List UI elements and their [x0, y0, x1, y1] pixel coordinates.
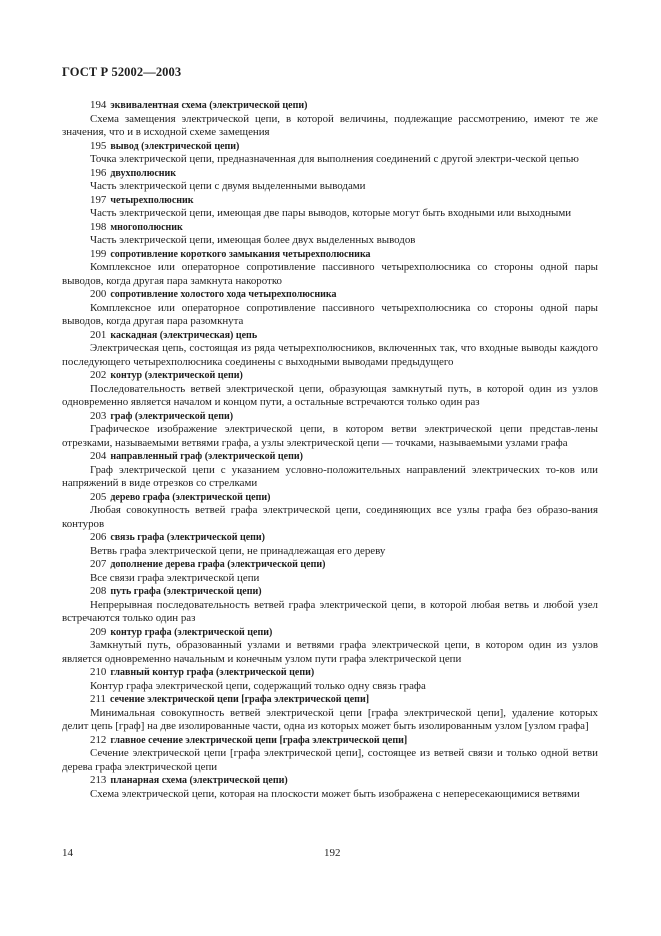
term-heading [62, 410, 598, 424]
term-entry [62, 369, 598, 410]
term-definition: Любая совокупность ветвей графа электрической цепи, соединяющих все узлы графа без образо-вания контуров [62, 504, 598, 530]
terms-list [62, 99, 598, 801]
term-definition: Контур графа электрической цепи, содержащий только одну связь графа [90, 679, 426, 692]
term-entry [62, 221, 598, 248]
term-heading [62, 774, 598, 788]
term-definition: Точка электрической цепи, предназначенная для выполнения соединений с другой электри-ческой цепью [90, 153, 579, 165]
term-number: 211 [90, 693, 106, 705]
term-name: каскадная (электрическая) цепь [110, 329, 258, 341]
term-definition: Графическое изображение электрической цепи, в котором ветви электрической цепи представ-лены отрезками, называемыми ветвями графа, а узлы электрической цепи — точками, называемыми узлами графа [62, 423, 598, 449]
term-entry [62, 585, 598, 626]
term-heading [62, 693, 598, 707]
term-definition: Схема замещения электрической цепи, в которой величины, подлежащие рассмотрению, имеют те же значения, что и в исходной схеме замещения [62, 112, 598, 138]
term-name: граф (электрической цепи) [110, 410, 234, 422]
term-heading [62, 558, 598, 572]
term-number: 210 [90, 666, 107, 678]
sheet-number: 192 [324, 847, 341, 859]
term-entry [62, 531, 598, 558]
term-name: двухполюсник [110, 167, 177, 179]
term-name: сопротивление короткого замыкания четырехполюсника [110, 248, 371, 260]
term-definition: Часть электрической цепи, имеющая две пары выводов, которые могут быть входными или выходными [90, 207, 572, 219]
term-definition: Замкнутый путь, образованный узлами и ветвями графа электрической цепи, в котором один из узлов является одновременно начальным и конечным узлом пути графа электрической цепи [62, 639, 598, 665]
term-heading [62, 626, 598, 640]
term-number: 203 [90, 409, 107, 422]
term-entry [62, 167, 598, 194]
term-heading [62, 167, 598, 181]
term-definition: Непрерывная последовательность ветвей графа электрической цепи, в которой любая ветвь и любой узел встречаются только один раз [62, 598, 598, 624]
term-number: 197 [90, 193, 107, 206]
term-name: контур (электрической цепи) [110, 370, 243, 381]
term-heading [62, 531, 598, 545]
term-number: 208 [90, 585, 107, 597]
term-definition: Минимальная совокупность ветвей электрической цепи [графа электрической цепи], удаление которых делит цепь [граф] на две изолированные части, одна из которых может быть изолированным узлом [узлом графа] [62, 706, 598, 732]
term-entry [62, 626, 598, 667]
term-definition: Комплексное или операторное сопротивление пассивного четырехполюсника со стороны одной пары выводов, когда другая пара замкнута накоротко [62, 261, 598, 287]
term-definition: Схема электрической цепи, которая на плоскости может быть изображена с непересекающимися ветвями [90, 787, 580, 800]
term-name: главное сечение электрической цепи [графа электрической цепи] [110, 734, 408, 746]
term-entry [62, 140, 598, 167]
term-number: 198 [90, 220, 107, 233]
term-entry [62, 194, 598, 221]
term-number: 207 [90, 558, 107, 570]
term-name: планарная схема (электрической цепи) [110, 775, 288, 786]
term-definition: Все связи графа электрической цепи [90, 571, 260, 584]
term-heading [62, 585, 598, 599]
term-name: путь графа (электрической цепи) [110, 586, 262, 597]
term-name: вывод (электрической цепи) [110, 140, 240, 152]
term-number: 209 [90, 625, 107, 638]
standard-title: ГОСТ Р 52002—2003 [62, 65, 182, 79]
term-name: сечение электрической цепи [графа электрической цепи] [109, 694, 370, 705]
term-heading [62, 450, 598, 464]
term-name: связь графа (электрической цепи) [110, 532, 266, 543]
term-heading [62, 369, 598, 383]
term-heading [62, 666, 598, 680]
term-entry [62, 491, 598, 532]
term-entry [62, 558, 598, 585]
term-definition: Ветвь графа электрической цепи, не принадлежащая его дереву [90, 544, 386, 557]
term-entry [62, 774, 598, 801]
term-heading [62, 734, 598, 748]
term-heading [62, 194, 598, 208]
term-number: 201 [90, 328, 107, 341]
term-name: четырехполюсник [110, 194, 194, 206]
term-definition: Сечение электрической цепи [графа электрической цепи], состоящее из ветвей связи и только одной ветви дерева графа электрической цепи [62, 747, 598, 773]
term-name: направленный граф (электрической цепи) [110, 451, 303, 462]
term-definition: Граф электрической цепи с указанием условно-положительных направлений электрических то-ков или напряжений в виде отрезков со стрелками [62, 463, 598, 489]
term-heading [62, 221, 598, 235]
term-entry [62, 99, 598, 140]
term-name: многополюсник [110, 221, 183, 233]
term-heading [62, 248, 598, 262]
term-heading [62, 329, 598, 343]
term-name: контур графа (электрической цепи) [110, 626, 273, 638]
term-number: 196 [90, 166, 107, 179]
term-number: 194 [90, 99, 107, 111]
page-number: 14 [62, 847, 73, 859]
term-definition: Часть электрической цепи, имеющая более двух выделенных выводов [90, 234, 416, 246]
term-entry [62, 450, 598, 491]
term-number: 205 [90, 490, 107, 503]
term-name: эквивалентная схема (электрической цепи) [110, 100, 308, 111]
term-heading [62, 288, 598, 302]
term-heading [62, 99, 598, 113]
term-number: 212 [90, 733, 107, 746]
term-number: 195 [90, 139, 107, 152]
term-number: 206 [90, 531, 107, 543]
term-name: главный контур графа (электрической цепи) [110, 667, 315, 678]
term-heading [62, 491, 598, 505]
term-number: 204 [90, 450, 107, 462]
term-definition: Последовательность ветвей электрической цепи, образующая замкнутый путь, в которой один из узлов одновременно является началом и концом пути, а остальные встречаются только один раз [62, 382, 598, 408]
term-heading [62, 140, 598, 154]
term-number: 200 [90, 288, 107, 300]
term-entry [62, 288, 598, 329]
term-entry [62, 410, 598, 451]
term-name: дополнение дерева графа (электрической цепи) [110, 559, 326, 570]
term-name: сопротивление холостого хода четырехполюсника [110, 289, 337, 300]
term-entry [62, 693, 598, 734]
term-definition: Комплексное или операторное сопротивление пассивного четырехполюсника со стороны одной пары выводов, когда другая пара разомкнута [62, 301, 598, 327]
term-definition: Электрическая цепь, состоящая из ряда четырехполюсников, включенных так, что входные выводы каждого последующего четырехполюсника соединены с выходными выводами предыдущего [62, 342, 598, 368]
term-name: дерево графа (электрической цепи) [110, 491, 271, 503]
term-entry [62, 329, 598, 370]
term-entry [62, 666, 598, 693]
term-number: 199 [90, 247, 107, 260]
term-entry [62, 248, 598, 289]
term-number: 213 [90, 774, 107, 786]
term-entry [62, 734, 598, 775]
term-definition: Часть электрической цепи с двумя выделенными выводами [90, 180, 366, 192]
term-number: 202 [90, 369, 107, 381]
